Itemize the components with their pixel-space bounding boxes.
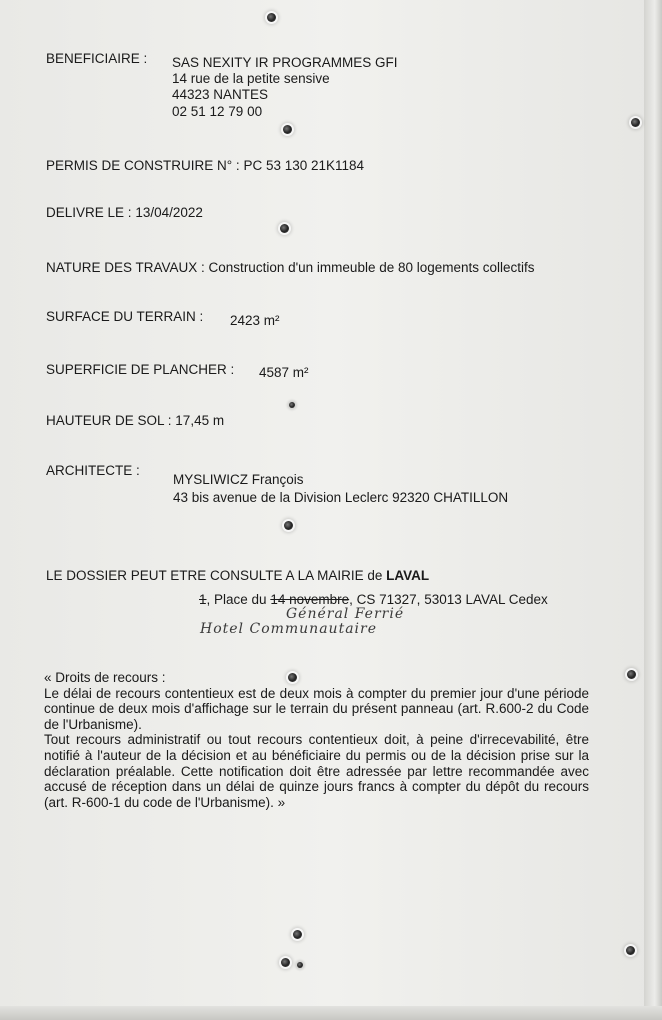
recours-paragraph-2: Tout recours administratif ou tout recours contentieux doit, à peine d'irrecevabilité, être notifié à l'auteur de la décision et au bénéficiaire du permis ou de la décision prise sur la déclaration préalable. Cette notification doit être adressée par lettre recommandée avec accusé de réception dans un délai de quinze jours francs à compter du dépôt du recours (art. R-600-1 du code de l'Urbanisme). » <box>44 732 589 810</box>
screw-icon <box>631 118 640 127</box>
struck-number: 1 <box>199 592 207 607</box>
nature-value: Construction d'un immeuble de 80 logements collectifs <box>208 260 535 275</box>
architecte-address: 43 bis avenue de la Division Leclerc 92320 CHATILLON <box>173 490 509 505</box>
screw-icon <box>280 224 289 233</box>
recours-block <box>44 670 589 810</box>
hauteur-label: HAUTEUR DE SOL : <box>46 413 172 428</box>
screw-icon <box>289 402 295 408</box>
screw-icon <box>267 13 276 22</box>
screw-icon <box>293 930 302 939</box>
surface-terrain-label: SURFACE DU TERRAIN : <box>46 309 204 324</box>
superficie-plancher-label: SUPERFICIE DE PLANCHER : <box>46 362 235 377</box>
recours-title: « Droits de recours : <box>44 670 166 685</box>
superficie-plancher-value: 4587 m² <box>259 365 309 380</box>
architecte-label: ARCHITECTE : <box>46 463 140 478</box>
beneficiaire-street: 14 rue de la petite sensive <box>172 71 330 86</box>
beneficiaire-city: 44323 NANTES <box>172 87 269 102</box>
dossier-address-end: , CS 71327, 53013 LAVAL Cedex <box>349 592 548 607</box>
screw-icon <box>297 962 303 968</box>
delivre-line <box>46 205 203 221</box>
architecte-name: MYSLIWICZ François <box>173 472 304 487</box>
dossier-city: LAVAL <box>386 568 430 583</box>
dossier-line <box>46 568 429 584</box>
beneficiaire-phone: 02 51 12 79 00 <box>172 104 263 119</box>
beneficiaire-label: BENEFICIAIRE : <box>46 51 148 66</box>
screw-icon <box>281 958 290 967</box>
handwritten-street-correction: Général Ferrié <box>286 606 405 622</box>
beneficiaire-name: SAS NEXITY IR PROGRAMMES GFI <box>172 55 398 70</box>
hauteur-value: 17,45 m <box>175 413 225 428</box>
hauteur-line <box>46 413 224 429</box>
permis-label: PERMIS DE CONSTRUIRE N° : <box>46 158 240 173</box>
delivre-date: 13/04/2022 <box>135 205 203 220</box>
delivre-label: DELIVRE LE : <box>46 205 132 220</box>
screw-icon <box>283 125 292 134</box>
permis-line <box>46 158 364 174</box>
dossier-text: LE DOSSIER PEUT ETRE CONSULTE A LA MAIRIE de <box>46 568 383 583</box>
screw-icon <box>284 521 293 530</box>
permis-number: PC 53 130 21K1184 <box>243 158 365 173</box>
struck-street-name: 14 novembre <box>270 592 350 607</box>
handwritten-building-note: Hotel Communautaire <box>200 621 377 637</box>
panel-right-edge <box>644 0 662 1020</box>
surface-terrain-value: 2423 m² <box>230 313 280 328</box>
dossier-place: , Place du <box>206 592 267 607</box>
screw-icon <box>626 946 635 955</box>
recours-paragraph-1: Le délai de recours contentieux est de deux mois à compter du premier jour d'une période continue de deux mois d'affichage sur le terrain du présent panneau (art. R.600-2 du Code de l'Urbanisme). <box>44 685 589 732</box>
nature-label: NATURE DES TRAVAUX : <box>46 260 205 275</box>
nature-line <box>46 260 535 276</box>
panel-bottom-edge <box>0 1006 662 1020</box>
screw-icon <box>627 670 636 679</box>
